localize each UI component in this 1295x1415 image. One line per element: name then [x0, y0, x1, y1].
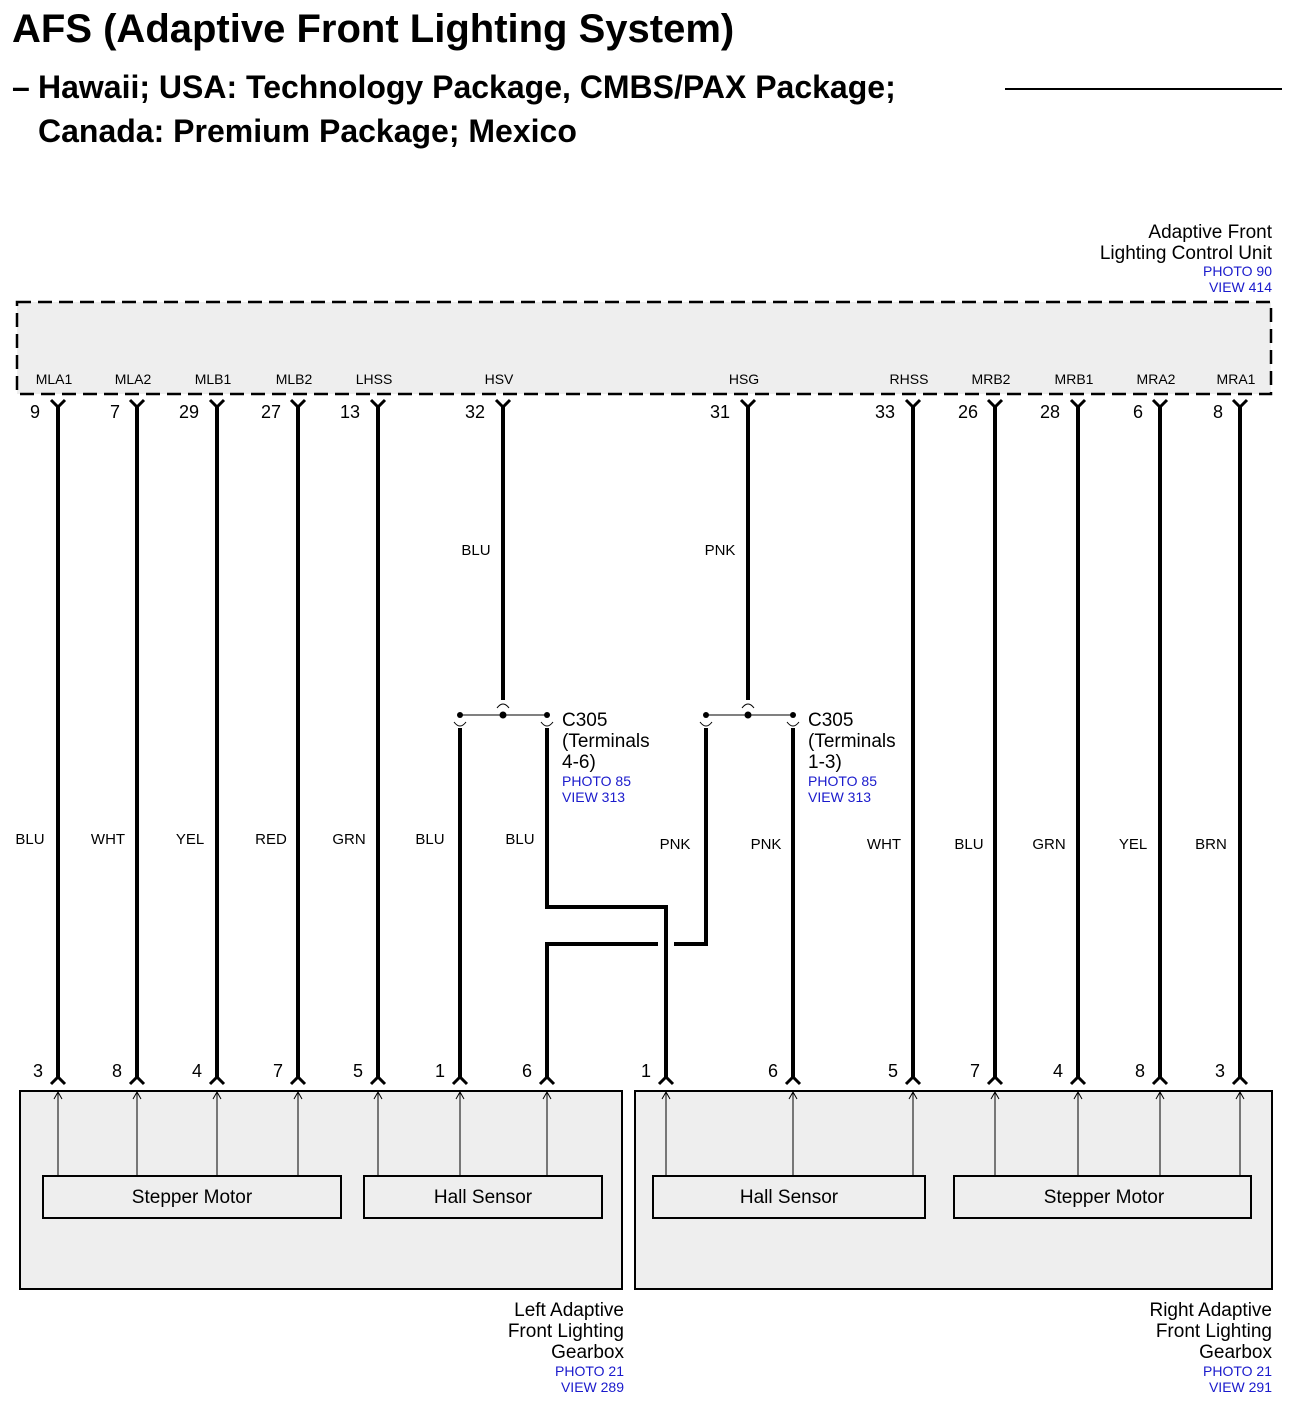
pin-number: 33: [874, 402, 896, 422]
connector-photo-link[interactable]: PHOTO 85: [808, 773, 877, 789]
left-gearbox-photo-link[interactable]: PHOTO 21: [555, 1363, 624, 1379]
connector-terminals: (Terminals: [808, 731, 896, 752]
right-gearbox-name-3: Gearbox: [1199, 1342, 1272, 1363]
male-terminal-icon: [659, 1077, 673, 1084]
male-terminal-icon: [1233, 1077, 1247, 1084]
control-unit-name-2: Lighting Control Unit: [1099, 243, 1272, 264]
female-terminal-icon: [906, 400, 920, 407]
pin-name-hsv: HSV: [484, 371, 514, 387]
female-terminal-icon: [1233, 400, 1247, 407]
wire-color-lhss: GRN: [332, 831, 366, 848]
c305-female-arc: [497, 704, 509, 708]
pin-name-lhss: LHSS: [355, 371, 393, 387]
wire-color-mlb2: RED: [255, 831, 287, 848]
connector-name: C305: [562, 710, 608, 731]
wire-color-left-hall-a: BLU: [415, 831, 445, 848]
female-terminal-icon: [130, 400, 144, 407]
male-terminal-icon: [51, 1077, 65, 1084]
right-stepper-motor-label: Stepper Motor: [1043, 1187, 1165, 1208]
pin-name-mlb1: MLB1: [194, 371, 232, 387]
c305-female-arc: [742, 704, 754, 708]
wire-color-mra2: YEL: [1118, 836, 1148, 853]
connector-name: C305: [808, 710, 854, 731]
left-gearbox-pin-number: 5: [352, 1061, 364, 1081]
right-gearbox-pin-number: 1: [640, 1061, 652, 1081]
control-unit-name-1: Adaptive Front: [1148, 222, 1272, 243]
wire-color-right-hall-a: PNK: [659, 836, 691, 853]
right-gearbox-pin-number: 3: [1214, 1061, 1226, 1081]
pin-name-mrb2: MRB2: [971, 371, 1011, 387]
c305-right-label: [808, 710, 896, 805]
pin-number: 8: [1212, 402, 1224, 422]
left-gearbox-pin-number: 3: [32, 1061, 44, 1081]
subtitle-line-2: Canada: Premium Package; Mexico: [38, 113, 577, 149]
wire-color-mlb1: YEL: [175, 831, 205, 848]
pin-number: 13: [339, 402, 361, 422]
c305-term-dot: [457, 712, 463, 718]
male-terminal-icon: [540, 1077, 554, 1084]
pin-name-mra2: MRA2: [1136, 371, 1176, 387]
left-gearbox-pin-number: 1: [434, 1061, 446, 1081]
wire-color-right-hall-b: PNK: [750, 836, 782, 853]
connector-terminals: (Terminals: [562, 731, 650, 752]
pin-number: 9: [29, 402, 41, 422]
right-gearbox-pin-number: 6: [767, 1061, 779, 1081]
connector-photo-link[interactable]: PHOTO 85: [562, 773, 631, 789]
left-gearbox-name-3: Gearbox: [551, 1342, 624, 1363]
pin-number: 7: [109, 402, 121, 422]
c305-term-dot: [790, 712, 796, 718]
pin-name-mrb1: MRB1: [1054, 371, 1094, 387]
left-hall-sensor-label: Hall Sensor: [433, 1187, 533, 1208]
control-unit-photo-link[interactable]: PHOTO 90: [1203, 263, 1272, 279]
connector-symbols: [454, 704, 799, 726]
pin-number: 31: [709, 402, 731, 422]
male-terminal-icon: [1071, 1077, 1085, 1084]
male-terminal-icon: [906, 1077, 920, 1084]
wire-color-mla1: BLU: [15, 831, 45, 848]
right-gearbox: [635, 1091, 1272, 1395]
female-terminal-icon: [1153, 400, 1167, 407]
left-gearbox: [20, 1091, 624, 1395]
wire-color-hsv: BLU: [461, 542, 491, 559]
pin-name-mlb2: MLB2: [275, 371, 313, 387]
right-gearbox-name-2: Front Lighting: [1155, 1321, 1272, 1342]
right-gearbox-pin-number: 5: [887, 1061, 899, 1081]
left-stepper-motor-label: Stepper Motor: [131, 1187, 253, 1208]
c305-term-dot: [703, 712, 709, 718]
splice-dot-right: [745, 712, 752, 719]
c305-left-label: [562, 710, 650, 805]
pin-number: 26: [957, 402, 979, 422]
wire-color-mrb2: BLU: [954, 836, 984, 853]
subtitle-dash: –: [12, 69, 30, 105]
male-terminal-icon: [786, 1077, 800, 1084]
right-gearbox-pin-number: 7: [969, 1061, 981, 1081]
wire-color-labels: [15, 542, 1226, 853]
connector-terminals-range: 1-3): [808, 752, 842, 773]
wire-color-left-hall-b: BLU: [505, 831, 535, 848]
left-gearbox-pin-number: 8: [111, 1061, 123, 1081]
left-gearbox-name-1: Left Adaptive: [514, 1300, 624, 1321]
female-terminal-icon: [291, 400, 305, 407]
male-terminal-icon: [371, 1077, 385, 1084]
wire-color-hsg: PNK: [704, 542, 736, 559]
right-gearbox-view-link[interactable]: VIEW 291: [1208, 1379, 1272, 1395]
male-terminal-icon: [210, 1077, 224, 1084]
pin-number: 29: [178, 402, 200, 422]
c305-male-arc: [787, 722, 799, 726]
pin-name-rhss: RHSS: [889, 371, 929, 387]
c305-male-arc: [541, 722, 553, 726]
wire-color-rhss: WHT: [866, 836, 902, 853]
c305-male-arc: [700, 722, 712, 726]
male-terminal-icon: [988, 1077, 1002, 1084]
left-gearbox-pin-number: 7: [272, 1061, 284, 1081]
page-title: AFS (Adaptive Front Lighting System): [12, 7, 735, 51]
c305-male-arc: [454, 722, 466, 726]
control-unit-view-link[interactable]: VIEW 414: [1208, 279, 1272, 295]
right-gearbox-pin-number: 8: [1134, 1061, 1146, 1081]
male-terminal-icon: [1153, 1077, 1167, 1084]
female-terminal-icon: [1071, 400, 1085, 407]
wire-color-mra1: BRN: [1195, 836, 1227, 853]
subtitle-line-1: Hawaii; USA: Technology Package, CMBS/PAX Package;: [38, 69, 896, 105]
wire-right-hall-a-lower: [547, 944, 658, 1078]
female-terminal-icon: [496, 400, 510, 407]
wire-color-mla2: WHT: [90, 831, 126, 848]
right-hall-sensor-label: Hall Sensor: [739, 1187, 839, 1208]
connector-view-link[interactable]: VIEW 313: [562, 789, 626, 805]
splice-dot-left: [500, 712, 507, 719]
left-gearbox-pin-number: 4: [191, 1061, 203, 1081]
pin-name-mra1: MRA1: [1216, 371, 1256, 387]
right-gearbox-photo-link[interactable]: PHOTO 21: [1203, 1363, 1272, 1379]
pin-number: 27: [260, 402, 282, 422]
male-terminal-icon: [453, 1077, 467, 1084]
pin-name-mla2: MLA2: [114, 371, 152, 387]
pin-number: 28: [1039, 402, 1061, 422]
female-terminal-icon: [51, 400, 65, 407]
left-gearbox-pin-number: 6: [521, 1061, 533, 1081]
male-terminal-icon: [291, 1077, 305, 1084]
left-gearbox-name-2: Front Lighting: [507, 1321, 624, 1342]
connector-terminals-range: 4-6): [562, 752, 596, 773]
male-terminal-icon: [130, 1077, 144, 1084]
pin-number: 6: [1132, 402, 1144, 422]
left-gearbox-view-link[interactable]: VIEW 289: [560, 1379, 624, 1395]
wire-color-mrb1: GRN: [1032, 836, 1066, 853]
pin-name-hsg: HSG: [728, 371, 760, 387]
female-terminal-icon: [210, 400, 224, 407]
female-terminal-icon: [741, 400, 755, 407]
control-unit: [17, 222, 1273, 394]
right-gearbox-pin-number: 4: [1052, 1061, 1064, 1081]
pin-number: 32: [464, 402, 486, 422]
right-gearbox-name-1: Right Adaptive: [1149, 1300, 1272, 1321]
connector-view-link[interactable]: VIEW 313: [808, 789, 872, 805]
pin-name-mla1: MLA1: [35, 371, 73, 387]
c305-term-dot: [544, 712, 550, 718]
female-terminal-icon: [371, 400, 385, 407]
female-terminal-icon: [988, 400, 1002, 407]
